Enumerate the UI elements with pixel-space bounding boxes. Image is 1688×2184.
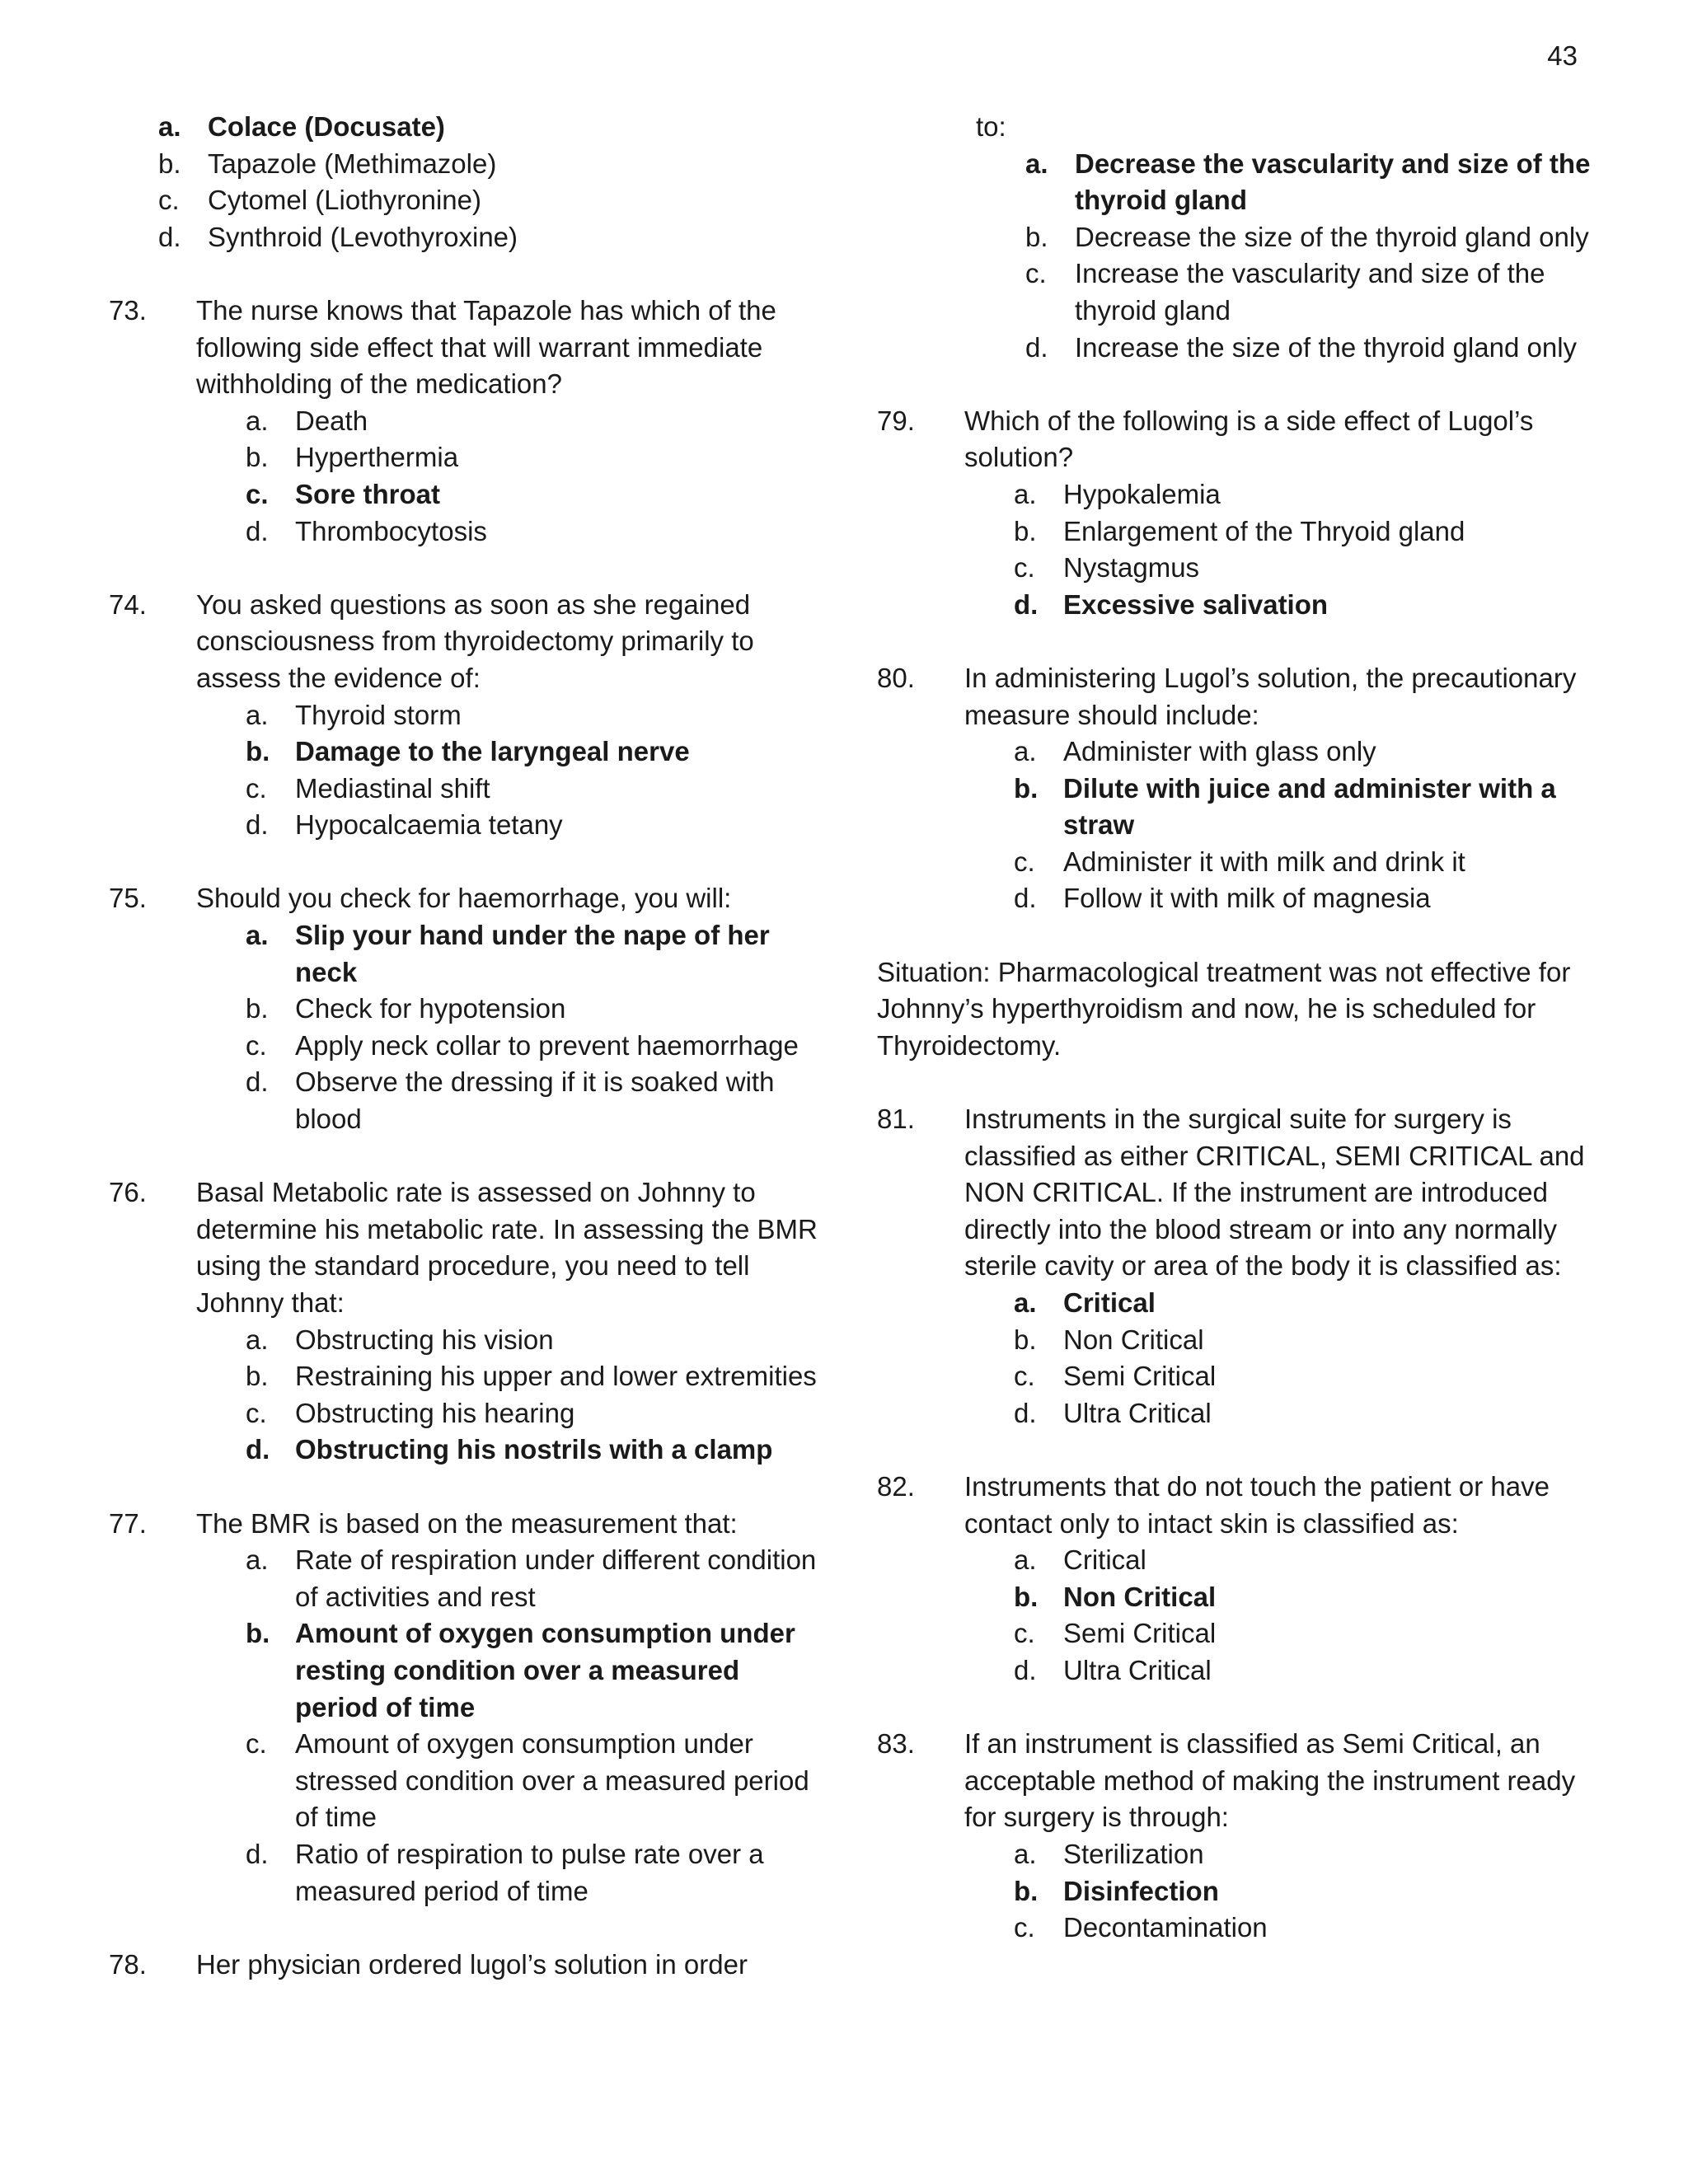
option-letter: a. — [246, 405, 269, 436]
option-answer — [877, 1285, 1602, 1322]
continued-options-72 — [109, 109, 818, 255]
question-number: 81. — [877, 1104, 915, 1135]
option-letter: b. — [1014, 515, 1037, 546]
option-letter: c. — [1025, 258, 1047, 289]
option-answer — [877, 771, 1602, 844]
option-text: Slip your hand under the nape of her neck — [295, 920, 770, 987]
option-letter: c. — [246, 772, 267, 804]
question-78 — [109, 1947, 818, 1984]
option-letter: b. — [1025, 221, 1048, 252]
option-letter: d. — [1014, 1397, 1037, 1428]
option — [109, 991, 818, 1028]
left-question-list — [109, 293, 818, 1983]
option-text: Disinfection — [1063, 1875, 1219, 1906]
option-letter: a. — [246, 1324, 269, 1355]
option-text: Damage to the laryngeal nerve — [295, 736, 690, 767]
question-text: The BMR is based on the measurement that: — [196, 1507, 738, 1539]
option — [109, 807, 818, 844]
option-letter: b. — [246, 1361, 269, 1392]
option-letter: b. — [1014, 1875, 1039, 1906]
option-letter: b. — [246, 736, 270, 767]
option — [877, 1910, 1602, 1947]
option-text: Cytomel (Liothyronine) — [208, 185, 481, 216]
option — [109, 771, 818, 808]
option — [109, 1542, 818, 1615]
option-letter: b. — [1014, 1324, 1037, 1355]
option — [976, 219, 1602, 256]
option-text: Excessive salivation — [1063, 588, 1329, 620]
option-answer — [109, 917, 818, 991]
left-column — [109, 109, 818, 1983]
option-text: Synthroid (Levothyroxine) — [208, 221, 518, 252]
question-80 — [877, 660, 1602, 917]
option-answer — [109, 733, 818, 771]
option — [976, 255, 1602, 329]
option-text: Critical — [1063, 1544, 1146, 1576]
option-text: Check for hypotension — [295, 993, 566, 1024]
option-text: Thrombocytosis — [295, 515, 487, 546]
option-letter: a. — [1014, 1287, 1037, 1318]
option-letter: d. — [158, 221, 181, 252]
option — [877, 880, 1602, 917]
option-text: Apply neck collar to prevent haemorrhage — [295, 1029, 799, 1061]
option-letter: c. — [246, 1397, 267, 1428]
option-text: Dilute with juice and administer with a straw — [1063, 772, 1556, 841]
option-letter: c. — [246, 1029, 267, 1061]
option-answer — [109, 1432, 818, 1469]
option — [877, 1836, 1602, 1873]
option-letter: b. — [1014, 1581, 1039, 1612]
option-text: Nystagmus — [1063, 552, 1200, 583]
option-text: Ultra Critical — [1063, 1654, 1212, 1685]
option — [109, 1064, 818, 1137]
question-number: 83. — [877, 1728, 915, 1760]
option-answer — [877, 587, 1602, 624]
option — [109, 513, 818, 551]
option-letter: a. — [1014, 478, 1037, 509]
option-text: Hyperthermia — [295, 442, 459, 473]
option-text: Follow it with milk of magnesia — [1063, 883, 1431, 914]
option-letter: d. — [246, 1066, 269, 1098]
option — [109, 1322, 818, 1359]
option-text: Semi Critical — [1063, 1618, 1217, 1649]
option — [877, 1542, 1602, 1579]
question-number: 75. — [109, 883, 147, 914]
option-letter: d. — [1025, 331, 1048, 363]
option-text: Thyroid storm — [295, 699, 462, 730]
option-letter: d. — [246, 809, 269, 841]
question-83 — [877, 1726, 1602, 1947]
option-letter: a. — [1014, 1838, 1037, 1869]
option-text: Obstructing his vision — [295, 1324, 554, 1355]
option-answer — [109, 476, 818, 513]
option — [976, 330, 1602, 367]
option-text: Ratio of respiration to pulse rate over a measured period of time — [295, 1838, 764, 1906]
right-question-list-1 — [877, 403, 1602, 917]
option-letter: a. — [158, 111, 181, 142]
option-text: Obstructing his nostrils with a clamp — [295, 1434, 773, 1465]
option — [877, 844, 1602, 881]
option — [109, 1726, 818, 1836]
question-text: Instruments in the surgical suite for surgery is classified as either CRITICAL, SEMI CRITICAL and NON CRITICAL. If the instrument are introduced directly into the blood stream or into any normally sterile cavity or area of the body it is classified as: — [964, 1104, 1585, 1282]
option-text: Decrease the size of the thyroid gland only — [1075, 221, 1589, 252]
question-number: 76. — [109, 1177, 147, 1208]
option — [877, 550, 1602, 587]
option — [109, 697, 818, 734]
option-letter: b. — [246, 1618, 270, 1649]
option-letter: b. — [246, 442, 269, 473]
option-text: Mediastinal shift — [295, 772, 490, 804]
option — [109, 146, 818, 183]
option-answer — [109, 109, 818, 146]
option-text: Obstructing his hearing — [295, 1397, 575, 1428]
option-text: Non Critical — [1063, 1581, 1217, 1612]
option-text: Hypokalemia — [1063, 478, 1221, 509]
question-76 — [109, 1174, 818, 1469]
option — [877, 513, 1602, 551]
question-text: The nurse knows that Tapazole has which of the following side effect that will warrant immediate withholding of the medication? — [196, 294, 776, 400]
option-letter: d. — [246, 1434, 270, 1465]
option — [109, 1836, 818, 1910]
option-letter: c. — [246, 1728, 267, 1760]
option — [877, 476, 1602, 513]
option-text: Enlargement of the Thryoid gland — [1063, 515, 1465, 546]
option — [109, 1395, 818, 1432]
option-answer — [877, 1873, 1602, 1910]
option-text: Sterilization — [1063, 1838, 1204, 1869]
option — [877, 1358, 1602, 1395]
option-letter: c. — [246, 478, 269, 509]
option-letter: a. — [1025, 148, 1048, 179]
option-letter: c. — [158, 185, 180, 216]
option — [877, 1615, 1602, 1652]
question-text: Basal Metabolic rate is assessed on Johnny to determine his metabolic rate. In assessing the BMR using the standard procedure, you need to tell Johnny that: — [196, 1177, 818, 1318]
right-question-list-2 — [877, 1101, 1602, 1947]
page-number: 43 — [1547, 40, 1578, 71]
option-text: Critical — [1063, 1287, 1156, 1318]
question-77 — [109, 1506, 818, 1910]
option — [109, 1028, 818, 1065]
question-73 — [109, 293, 818, 550]
option-text: Semi Critical — [1063, 1361, 1217, 1392]
situation-text: Situation: Pharmacological treatment was not effective for Johnny’s hyperthyroidism and now, he is scheduled for Thyroidectomy. — [877, 956, 1571, 1061]
option — [877, 733, 1602, 771]
question-text: If an instrument is classified as Semi Critical, an acceptable method of making the instrument ready for surgery is through: — [964, 1728, 1576, 1833]
question-text: Instruments that do not touch the patient or have contact only to intact skin is classified as: — [964, 1470, 1550, 1539]
option — [877, 1395, 1602, 1432]
option-letter: a. — [246, 920, 269, 951]
continued-question-78 — [976, 109, 1602, 366]
question-number: 80. — [877, 662, 915, 693]
question-75 — [109, 880, 818, 1137]
question-number: 77. — [109, 1507, 147, 1539]
question-text: Should you check for haemorrhage, you will: — [196, 883, 732, 914]
option-text: Non Critical — [1063, 1324, 1204, 1355]
option — [877, 1322, 1602, 1359]
option-letter: b. — [246, 993, 269, 1024]
option-letter: a. — [1014, 736, 1037, 767]
question-74 — [109, 587, 818, 844]
question-81 — [877, 1101, 1602, 1432]
question-text: You asked questions as soon as she regained consciousness from thyroidectomy primarily to assess the evidence of: — [196, 588, 754, 693]
question-number: 79. — [877, 405, 915, 436]
option-text: Rate of respiration under different condition of activities and rest — [295, 1544, 817, 1612]
option — [877, 1652, 1602, 1690]
option-letter: c. — [1014, 1361, 1035, 1392]
option-text: Increase the size of the thyroid gland only — [1075, 331, 1578, 363]
option-letter: a. — [1014, 1544, 1037, 1576]
option-letter: d. — [1014, 1654, 1037, 1685]
option-letter: c. — [1014, 552, 1035, 583]
option-text: Colace (Docusate) — [208, 111, 445, 142]
option-letter: d. — [1014, 588, 1039, 620]
option-letter: d. — [1014, 883, 1037, 914]
option — [109, 1358, 818, 1395]
option-text: Observe the dressing if it is soaked with blood — [295, 1066, 775, 1135]
option-letter: c. — [1014, 1618, 1035, 1649]
option-text: Decontamination — [1063, 1912, 1268, 1943]
continuation-text: to: — [976, 111, 1006, 142]
option-letter: d. — [246, 515, 269, 546]
option-answer — [877, 1579, 1602, 1616]
option-text: Hypocalcaemia tetany — [295, 809, 563, 841]
option-letter: a. — [246, 1544, 269, 1576]
option-text: Decrease the vascularity and size of the thyroid gland — [1075, 148, 1591, 216]
option-letter: c. — [1014, 846, 1035, 877]
option-text: Ultra Critical — [1063, 1397, 1212, 1428]
option — [109, 403, 818, 440]
option-answer — [976, 146, 1602, 219]
question-number: 74. — [109, 588, 147, 620]
option-letter: b. — [158, 148, 181, 179]
option-text: Sore throat — [295, 478, 441, 509]
option-text: Tapazole (Methimazole) — [208, 148, 497, 179]
option-answer — [109, 1615, 818, 1726]
option-text: Amount of oxygen consumption under resting condition over a measured period of time — [295, 1618, 795, 1722]
question-text: In administering Lugol’s solution, the precautionary measure should include: — [964, 662, 1577, 730]
question-number: 73. — [109, 294, 147, 326]
option — [109, 439, 818, 476]
option-text: Death — [295, 405, 368, 436]
option-letter: b. — [1014, 772, 1039, 804]
question-text: Her physician ordered lugol’s solution in order — [196, 1948, 748, 1980]
option-text: Administer it with milk and drink it — [1063, 846, 1465, 877]
right-column — [877, 109, 1602, 1983]
question-text: Which of the following is a side effect of Lugol’s solution? — [964, 405, 1534, 473]
question-number: 78. — [109, 1948, 147, 1980]
option — [109, 219, 818, 256]
question-82 — [877, 1469, 1602, 1690]
option — [109, 182, 818, 219]
option-letter: d. — [246, 1838, 269, 1869]
option-text: Amount of oxygen consumption under stressed condition over a measured period of time — [295, 1728, 809, 1833]
option-letter: a. — [246, 699, 269, 730]
question-79 — [877, 403, 1602, 624]
option-text: Increase the vascularity and size of the thyroid gland — [1075, 258, 1545, 326]
option-text: Restraining his upper and lower extremities — [295, 1361, 817, 1392]
question-number: 82. — [877, 1470, 915, 1502]
option-text: Administer with glass only — [1063, 736, 1376, 767]
option-letter: c. — [1014, 1912, 1035, 1943]
